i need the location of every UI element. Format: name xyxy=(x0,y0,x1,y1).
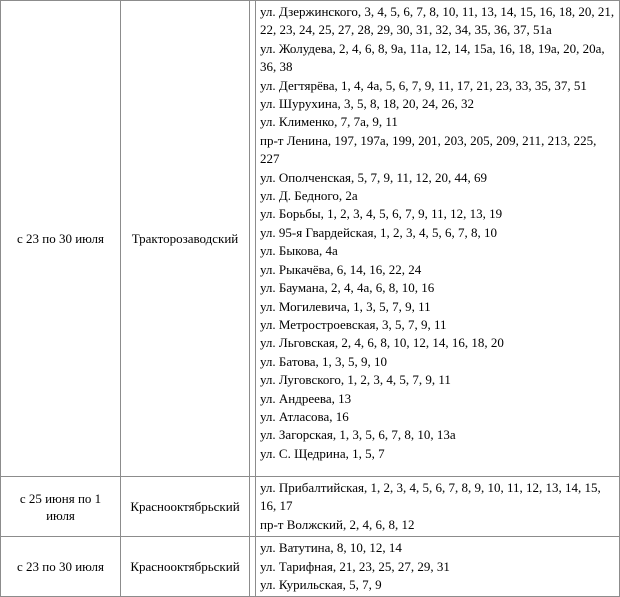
street-entry: ул. С. Щедрина, 1, 5, 7 xyxy=(260,445,385,461)
date-cell: с 25 июня по 1 июля xyxy=(1,477,121,537)
streets-cell xyxy=(256,1,620,477)
street-entry: ул. 95-я Гвардейская, 1, 2, 3, 4, 5, 6, 7, 8, 10 xyxy=(260,224,498,240)
street-entry: ул. Могилевича, 1, 3, 5, 7, 9, 11 xyxy=(260,298,431,314)
street-entry: пр-т Волжский, 2, 4, 6, 8, 12 xyxy=(260,516,415,532)
table-row xyxy=(1,537,620,597)
street-entry: ул. Метростроевская, 3, 5, 7, 9, 11 xyxy=(260,316,447,332)
table-row xyxy=(1,477,620,537)
street-entry: ул. Батова, 1, 3, 5, 9, 10 xyxy=(260,353,388,369)
streets-cell xyxy=(256,537,620,597)
street-entry: ул. Ополченская, 5, 7, 9, 11, 12, 20, 44, 69 xyxy=(260,169,487,185)
street-entry: ул. Курильская, 5, 7, 9 xyxy=(260,577,382,593)
date-cell: с 23 по 30 июля xyxy=(1,537,121,597)
street-entry: ул. Рыкачёва, 6, 14, 16, 22, 24 xyxy=(260,261,422,277)
street-entry: ул. Атласова, 16 xyxy=(260,408,349,424)
street-entry: ул. Жолудева, 2, 4, 6, 8, 9а, 11а, 12, 14, 15а, 16, 18, 19а, 20, 20а, 36, 38 xyxy=(260,40,605,75)
street-entry: ул. Дзержинского, 3, 4, 5, 6, 7, 8, 10, 11, 13, 14, 15, 16, 18, 20, 21, 22, 23, 24, 25, 27, 28, 29, 30, 31, 32, 34, 35, 36, 37, 51а xyxy=(260,4,615,38)
street-entry: ул. Андреева, 13 xyxy=(260,390,352,406)
street-entry: ул. Прибалтийская, 1, 2, 3, 4, 5, 6, 7, 8, 9, 10, 11, 12, 13, 14, 15, 16, 17 xyxy=(260,480,601,514)
street-entry: ул. Ватутина, 8, 10, 12, 14 xyxy=(260,540,402,556)
street-entry: ул. Быкова, 4а xyxy=(260,243,338,259)
street-entry: ул. Тарифная, 21, 23, 25, 27, 29, 31 xyxy=(260,558,450,574)
street-entry: ул. Луговского, 1, 2, 3, 4, 5, 7, 9, 11 xyxy=(260,372,451,388)
street-entry: ул. Борьбы, 1, 2, 3, 4, 5, 6, 7, 9, 11, 12, 13, 19 xyxy=(260,206,503,222)
street-entry: ул. Шурухина, 3, 5, 8, 18, 20, 24, 26, 32 xyxy=(260,96,475,112)
street-entry: ул. Дегтярёва, 1, 4, 4а, 5, 6, 7, 9, 11, 17, 21, 23, 33, 35, 37, 51 xyxy=(260,77,587,93)
street-entry: ул. Льговская, 2, 4, 6, 8, 10, 12, 14, 16, 18, 20 xyxy=(260,335,504,351)
street-entry: ул. Баумана, 2, 4, 4а, 6, 8, 10, 16 xyxy=(260,280,435,296)
street-entry: ул. Клименко, 7, 7а, 9, 11 xyxy=(260,114,398,130)
district-cell: Краснооктябрьский xyxy=(121,537,250,597)
street-entry: ул. Загорская, 1, 3, 5, 6, 7, 8, 10, 13а xyxy=(260,427,456,443)
streets-cell xyxy=(256,477,620,537)
table-row xyxy=(1,1,620,477)
district-cell: Краснооктябрьский xyxy=(121,477,250,537)
district-cell: Тракторозаводский xyxy=(121,1,250,477)
street-entry: пр-т Ленина, 197, 197а, 199, 201, 203, 205, 209, 211, 213, 225, 227 xyxy=(260,132,597,167)
street-entry: ул. Д. Бедного, 2а xyxy=(260,188,358,204)
date-cell: с 23 по 30 июля xyxy=(1,1,121,477)
